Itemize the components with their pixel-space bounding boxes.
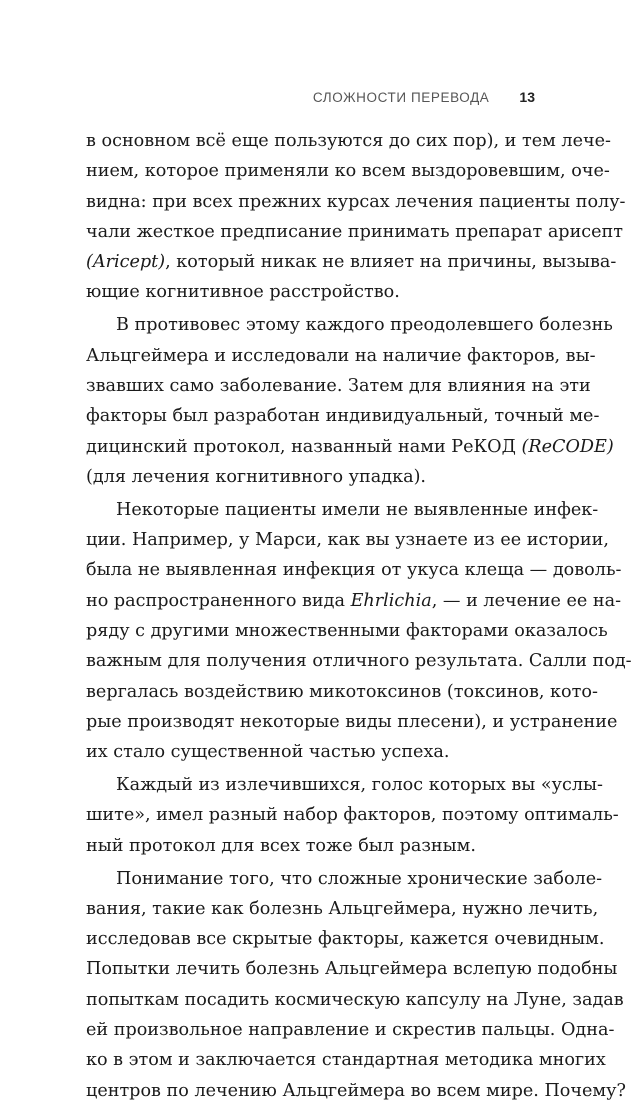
- text-run: Каждый из излечившихся, голос которых вы «услы-: [116, 775, 603, 796]
- text-line: [86, 401, 600, 431]
- text-line: [86, 616, 608, 646]
- paragraph: [86, 864, 626, 1106]
- text-run: ко в этом и заключается стандартная методика многих: [86, 1050, 606, 1071]
- text-line: [86, 770, 603, 800]
- text-run: , — и лечение ее на-: [431, 590, 622, 611]
- text-line: [86, 247, 617, 277]
- text-run: вергалась воздействию микотоксинов (токсинов, кото-: [86, 681, 598, 702]
- text-run: дицинский протокол, названный нами РеКОД: [86, 436, 522, 457]
- text-run: исследовав все скрытые факторы, кажется очевидным.: [86, 929, 605, 950]
- text-line: [86, 371, 591, 401]
- text-run: попыткам посадить космическую капсулу на Луне, задав: [86, 989, 624, 1010]
- text-line: [86, 462, 534, 492]
- italic-term: (ReCODE): [521, 436, 614, 457]
- text-line: [86, 924, 605, 954]
- chapter-title: СЛОЖНОСТИ ПЕРЕВОДА: [312, 90, 490, 105]
- text-run: важным для получения отличного результата. Салли под-: [86, 651, 632, 672]
- text-run: (для лечения когнитивного упадка).: [86, 466, 427, 487]
- text-line: [86, 1076, 626, 1106]
- text-run: шите», имел разный набор факторов, поэтому оптималь-: [86, 805, 619, 826]
- text-run: вания, такие как болезнь Альцгеймера, нужно лечить,: [86, 898, 599, 919]
- text-run: звавших само заболевание. Затем для влияния на эти: [86, 375, 591, 396]
- italic-term: (Aricept): [86, 252, 166, 273]
- text-line: [86, 555, 622, 585]
- text-line: [86, 586, 622, 616]
- text-run: ряду с другими множественными факторами оказалось: [86, 620, 608, 641]
- text-run: Альцгеймера и исследовали на наличие факторов, вы-: [86, 345, 596, 366]
- text-run: рые производят некоторые виды плесени), и устранение: [86, 711, 618, 732]
- text-run: В противовес этому каждого преодолевшего болезнь: [116, 315, 613, 336]
- text-run: ющие когнитивное расстройство.: [86, 282, 400, 303]
- text-run: Понимание того, что сложные хронические заболе-: [116, 868, 603, 889]
- text-run: нием, которое применяли ко всем выздоровевшим, оче-: [86, 161, 610, 182]
- text-run: но распространенного вида: [86, 590, 351, 611]
- text-run: их стало существенной частью успеха.: [86, 742, 450, 763]
- running-head: [0, 89, 535, 105]
- italic-term: Ehrlichia: [350, 590, 432, 611]
- text-run: чали жесткое предписание принимать препарат арисепт: [86, 221, 624, 242]
- text-line: [86, 894, 599, 924]
- text-run: центров по лечению Альцгеймера во всем мире. Почему?: [86, 1080, 626, 1101]
- text-run: Попытки лечить болезнь Альцгеймера вслепую подобны: [86, 959, 618, 980]
- text-line: [86, 800, 619, 830]
- text-run: факторы был разработан индивидуальный, точный ме-: [86, 406, 600, 427]
- text-line: [86, 432, 614, 462]
- text-run: Некоторые пациенты имели не выявленные инфек-: [116, 499, 599, 520]
- text-run: была не выявленная инфекция от укуса клеща — доволь-: [86, 560, 622, 581]
- text-line: [86, 1015, 615, 1045]
- text-line: [86, 310, 613, 340]
- text-line: [86, 1045, 606, 1075]
- text-run: ный протокол для всех тоже был разным.: [86, 835, 476, 856]
- text-line: [86, 156, 610, 186]
- text-line: [86, 277, 534, 307]
- text-line: [86, 646, 632, 676]
- text-run: , который никак не влияет на причины, вызыва-: [165, 252, 617, 273]
- text-run: ции. Например, у Марси, как вы узнаете из ее истории,: [86, 530, 609, 551]
- text-line: [86, 677, 598, 707]
- text-line: [86, 217, 624, 247]
- text-line: [86, 126, 611, 156]
- text-line: [86, 495, 599, 525]
- text-line: [86, 525, 609, 555]
- text-line: [86, 707, 618, 737]
- text-line: [86, 864, 603, 894]
- paragraph: [86, 126, 626, 308]
- text-run: в основном всё еще пользуются до сих пор), и тем лече-: [86, 131, 611, 151]
- page-number: 13: [519, 89, 535, 105]
- text-line: [86, 737, 534, 767]
- text-line: [86, 954, 618, 984]
- body-text: [86, 126, 632, 1106]
- text-line: [86, 187, 626, 217]
- paragraph: [86, 310, 614, 492]
- text-run: ей произвольное направление и скрестив пальцы. Одна-: [86, 1019, 615, 1040]
- paragraph: [86, 495, 632, 768]
- text-line: [86, 831, 534, 861]
- text-run: видна: при всех прежних курсах лечения пациенты полу-: [86, 191, 626, 212]
- paragraph: [86, 770, 619, 861]
- text-line: [86, 341, 596, 371]
